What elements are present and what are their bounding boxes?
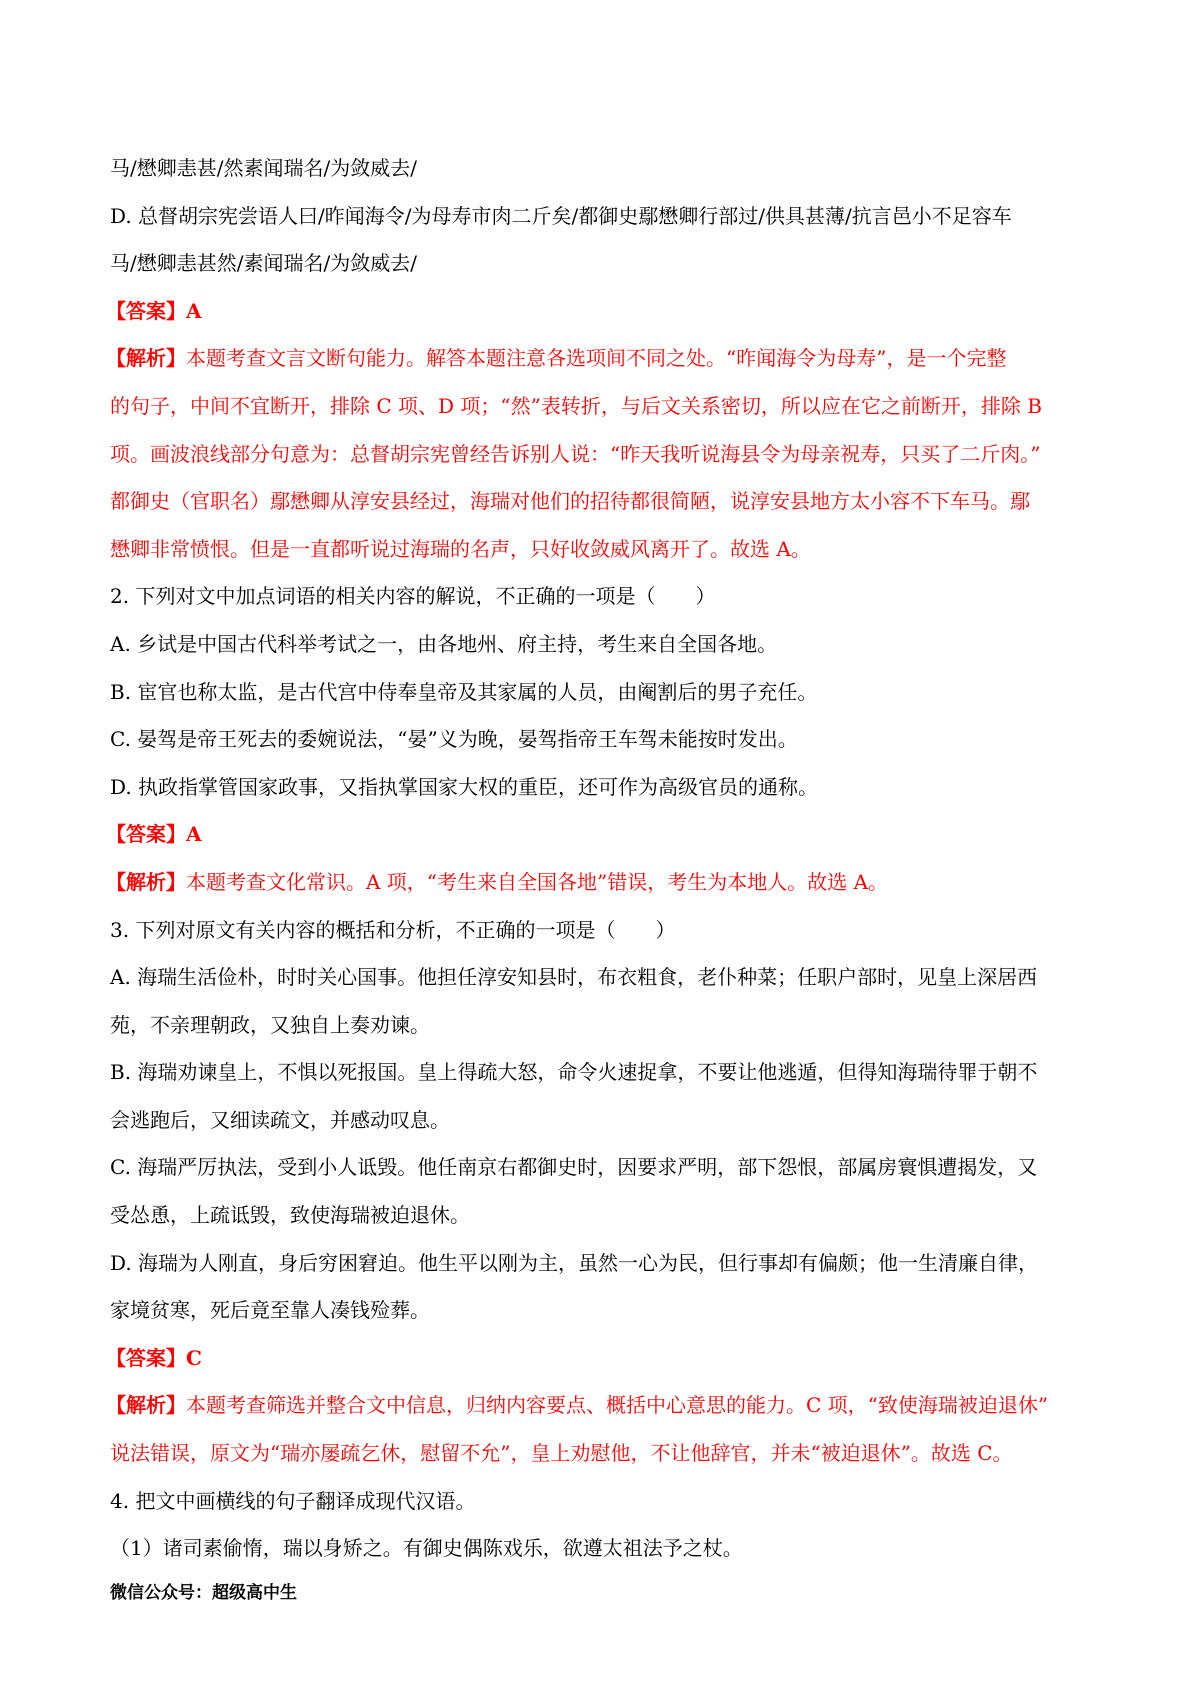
q1-option-d-line1: D. 总督胡宗宪尝语人曰/昨闻海令/为母寿市肉二斤矣/都御史鄢懋卿行部过/供具甚薄/抗言邑小不足容车 bbox=[110, 203, 1012, 228]
q1-analysis-line: 懋卿非常愤恨。但是一直都听说过海瑞的名声，只好收敛威风离开了。故选 A。 bbox=[110, 536, 811, 561]
q3-answer bbox=[106, 1335, 1110, 1383]
q3-option-b-line2: 会逃跑后，又细读疏文，并感动叹息。 bbox=[110, 1107, 450, 1132]
q2-analysis bbox=[106, 859, 1110, 907]
footer-wechat-account: 微信公众号：超级高中生 bbox=[110, 1583, 297, 1603]
q4-sub1: （1）诸司素偷惰，瑞以身矫之。有御史偶陈戏乐，欲遵太祖法予之杖。 bbox=[110, 1536, 743, 1561]
q3-analysis-line bbox=[106, 1382, 1110, 1430]
q3-analysis-line: 说法错误，原文为“瑞亦屡疏乞休，慰留不允”，皇上劝慰他，不让他辞官，并未“被迫退休”。故选 C。 bbox=[110, 1441, 1013, 1466]
q3-option-d-line2: 家境贫寒，死后竟至靠人凑钱殓葬。 bbox=[110, 1298, 430, 1323]
analysis-tag: 【解析】 bbox=[106, 869, 186, 894]
q2-answer bbox=[106, 811, 1110, 859]
q1-analysis-line: 的句子，中间不宜断开，排除 C 项、D 项；“然”表转折，与后文关系密切，所以应在它之前断开，排除 B bbox=[110, 393, 1042, 418]
answer-value: C bbox=[186, 1345, 202, 1370]
q1-option-d-line2: 马/懋卿恚甚然/素闻瑞名/为敛威去/ bbox=[110, 251, 417, 276]
q2-option-c: C. 晏驾是帝王死去的委婉说法，“晏”义为晚，晏驾指帝王车驾未能按时发出。 bbox=[110, 727, 798, 752]
answer-tag: 【答案】 bbox=[106, 1345, 186, 1370]
analysis-tag: 【解析】 bbox=[106, 346, 186, 371]
analysis-tag: 【解析】 bbox=[106, 1393, 186, 1418]
q1-option-c-line2: 马/懋卿恚甚/然素闻瑞名/为敛威去/ bbox=[110, 156, 417, 180]
q3-option-c-line2: 受怂恿，上疏诋毁，致使海瑞被迫退休。 bbox=[110, 1203, 470, 1228]
q2-option-b: B. 宦官也称太监，是古代宫中侍奉皇帝及其家属的人员，由阉割后的男子充任。 bbox=[110, 679, 818, 704]
q3-option-a-line2: 苑，不亲理朝政，又独自上奏劝谏。 bbox=[110, 1012, 430, 1037]
q3-option-a-line1: A. 海瑞生活俭朴，时时关心国事。他担任淳安知县时，布衣粗食，老仆种菜；任职户部时，见皇上深居西 bbox=[110, 965, 1038, 990]
q3-option-b-line1: B. 海瑞劝谏皇上，不惧以死报国。皇上得疏大怒，命令火速捉拿，不要让他逃遁，但得知海瑞待罪于朝不 bbox=[110, 1060, 1038, 1085]
q1-answer bbox=[106, 288, 1110, 336]
q3-option-d-line1: D. 海瑞为人刚直，身后穷困窘迫。他生平以刚为主，虽然一心为民，但行事却有偏颇；他一生清廉自律， bbox=[110, 1250, 1039, 1275]
analysis-text: 本题考查文化常识。A 项，“考生来自全国各地”错误，考生为本地人。故选 A。 bbox=[186, 869, 889, 894]
q1-analysis-line: 都御史（官职名）鄢懋卿从淳安县经过，海瑞对他们的招待都很简陋，说淳安县地方太小容不下车马。鄢 bbox=[110, 489, 1030, 514]
q4-stem: 4. 把文中画横线的句子翻译成现代汉语。 bbox=[110, 1488, 476, 1513]
answer-value: A bbox=[186, 822, 202, 847]
q2-stem: 2. 下列对文中加点词语的相关内容的解说，不正确的一项是（ ） bbox=[110, 584, 716, 609]
q2-option-d: D. 执政指掌管国家政事，又指执掌国家大权的重臣，还可作为高级官员的通称。 bbox=[110, 774, 819, 799]
analysis-text: 本题考查文言文断句能力。解答本题注意各选项间不同之处。“昨闻海令为母寿”，是一个完整 bbox=[186, 346, 1007, 371]
q2-option-a: A. 乡试是中国古代科举考试之一，由各地州、府主持，考生来自全国各地。 bbox=[110, 631, 778, 656]
analysis-text: 本题考查筛选并整合文中信息，归纳内容要点、概括中心意思的能力。C 项，“致使海瑞被迫退休” bbox=[186, 1393, 1049, 1418]
answer-tag: 【答案】 bbox=[106, 298, 186, 323]
document-body bbox=[106, 145, 1110, 1573]
q3-stem: 3. 下列对原文有关内容的概括和分析，不正确的一项是（ ） bbox=[110, 917, 676, 942]
answer-tag: 【答案】 bbox=[106, 822, 186, 847]
q1-analysis-line: 项。画波浪线部分句意为：总督胡宗宪曾经告诉别人说：“昨天我听说海县令为母亲祝寿，只买了二斤肉。” bbox=[110, 441, 1041, 466]
answer-value: A bbox=[186, 298, 202, 323]
q1-analysis-line bbox=[106, 335, 1110, 383]
q3-option-c-line1: C. 海瑞严厉执法，受到小人诋毁。他任南京右都御史时，因要求严明，部下怨恨，部属房寰惧遭揭发，又 bbox=[110, 1155, 1038, 1180]
